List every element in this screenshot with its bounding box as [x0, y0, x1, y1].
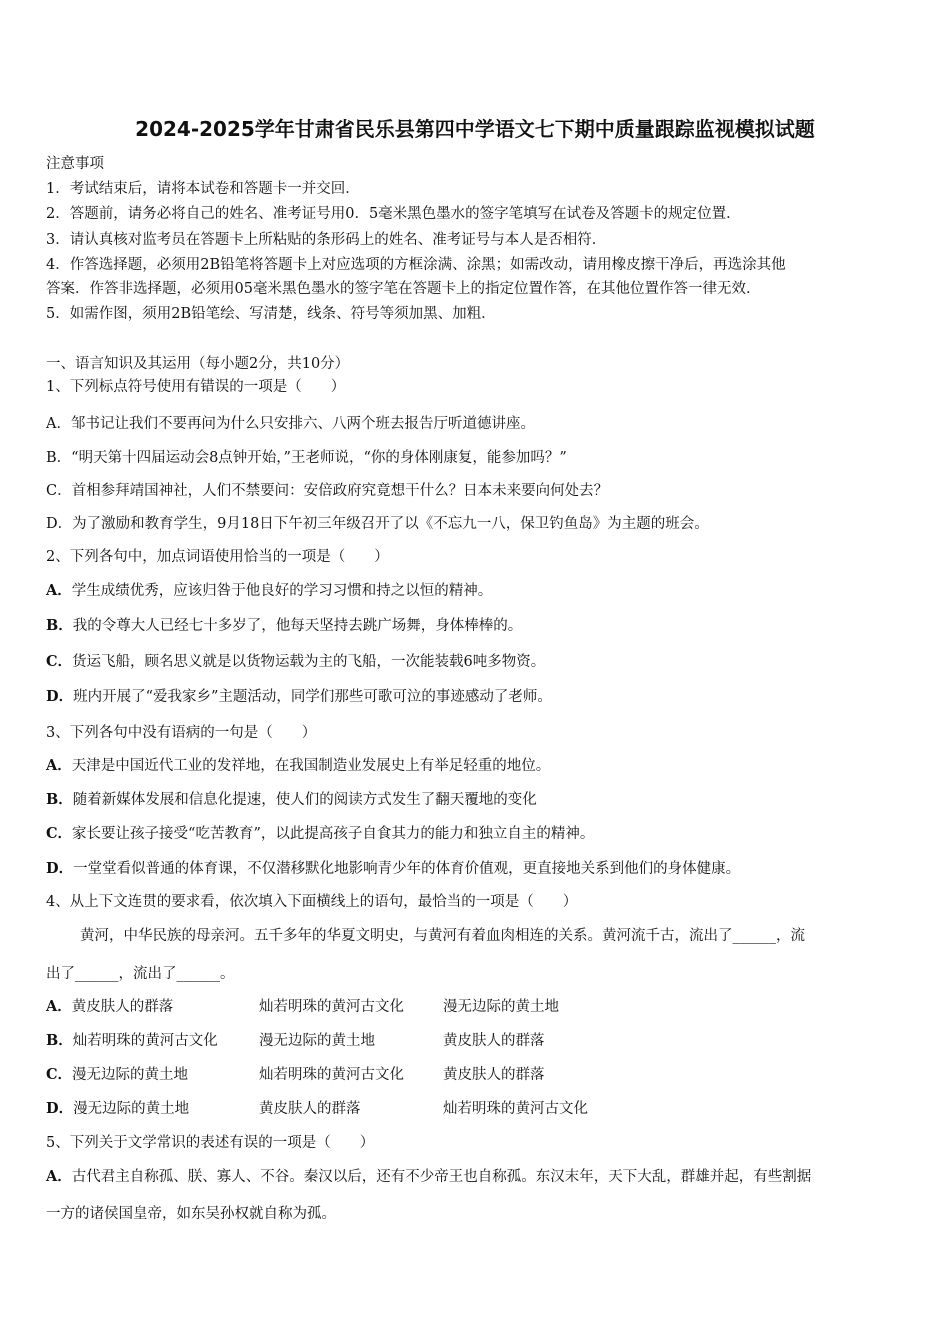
q1-option-b: B．“明天第十四届运动会8点钟开始，”王老师说，“你的身体刚康复，能参加吗？”	[46, 450, 567, 466]
q4-option-d-choice-2: 黄皮肤人的群落	[259, 1101, 361, 1117]
q4-stem: 4、从上下文连贯的要求看，依次填入下面横线上的语句，最恰当的一项是（ ）	[46, 894, 578, 910]
notice-item-1: 1．考试结束后，请将本试卷和答题卡一并交回．	[46, 181, 360, 197]
option-text: 家长要让孩子接受“吃苦教育”，以此提高孩子自食其力的能力和独立自主的精神。	[72, 826, 595, 842]
option-label: A．	[46, 1168, 72, 1185]
q3-option-a	[46, 754, 550, 775]
q4-option-d	[46, 1097, 189, 1118]
option-text: 古代君主自称孤、朕、寡人、不谷。秦汉以后，还有不少帝王也自称孤。东汉末年，天下大乱，群雄并起，有些割据	[71, 1169, 812, 1185]
option-label: C．	[46, 825, 73, 842]
option-text: 学生成绩优秀，应该归咎于他良好的学习习惯和持之以恒的精神。	[71, 583, 493, 599]
option-label: A．	[46, 582, 72, 599]
option-label: B．	[46, 1032, 73, 1049]
q4-option-c	[46, 1063, 188, 1084]
q3-option-b	[46, 788, 537, 809]
option-choice-1: 漫无边际的黄土地	[72, 1067, 189, 1083]
q1-option-a: A．邹书记让我们不要再问为什么只安排六、八两个班去报告厅听道德讲座。	[46, 416, 535, 432]
notice-item-4: 4．作答选择题，必须用2B铅笔将答题卡上对应选项的方框涂满、涂黑；如需改动，请用橡皮擦干净后，再选涂其他	[46, 257, 786, 273]
q3-option-d	[46, 857, 740, 878]
q4-option-b	[46, 1029, 218, 1050]
q4-option-c-choice-2: 灿若明珠的黄河古文化	[259, 1067, 404, 1083]
q1-stem: 1、下列标点符号使用有错误的一项是（ ）	[46, 379, 346, 395]
option-label: B．	[46, 617, 73, 634]
option-text: 随着新媒体发展和信息化提速，使人们的阅读方式发生了翻天覆地的变化	[72, 792, 537, 808]
q5-option-a	[46, 1165, 811, 1186]
option-choice-1: 黄皮肤人的群落	[71, 999, 174, 1015]
option-text: 班内开展了“爱我家乡”主题活动，同学们那些可歌可泣的事迹感动了老师。	[73, 689, 552, 705]
q4-option-c-choice-3: 黄皮肤人的群落	[443, 1067, 545, 1083]
q4-option-a	[46, 995, 173, 1016]
notice-heading: 注意事项	[46, 156, 104, 172]
q3-stem: 3、下列各句中没有语病的一句是（ ）	[46, 725, 317, 741]
option-label: A．	[46, 998, 72, 1015]
option-label: D．	[46, 1100, 74, 1117]
q4-option-a-choice-2: 灿若明珠的黄河古文化	[259, 999, 404, 1015]
option-choice-1: 漫无边际的黄土地	[73, 1101, 190, 1117]
q2-stem: 2、下列各句中，加点词语使用恰当的一项是（ ）	[46, 549, 389, 565]
option-text: 一堂堂看似普通的体育课，不仅潜移默化地影响青少年的体育价值观，更直接地关系到他们的身体健康。	[73, 861, 741, 877]
page-title: 2024-2025学年甘肃省民乐县第四中学语文七下期中质量跟踪监视模拟试题	[135, 117, 815, 141]
q4-option-a-choice-3: 漫无边际的黄土地	[443, 999, 559, 1015]
notice-item-5: 5．如需作图，须用2B铅笔绘、写清楚，线条、符号等须加黑、加粗．	[46, 306, 496, 322]
option-label: D．	[46, 860, 74, 877]
q2-option-d	[46, 685, 552, 706]
section-heading: 一、语言知识及其运用（每小题2分，共10分）	[46, 356, 350, 372]
option-text: 货运飞船，顾名思义就是以货物运载为主的飞船，一次能装载6吨多物资。	[72, 654, 546, 670]
option-text: 我的令尊大人已经七十多岁了，他每天坚持去跳广场舞，身体棒棒的。	[72, 618, 523, 634]
q4-passage-line-1: 黄河，中华民族的母亲河。五千多年的华夏文明史，与黄河有着血肉相连的关系。黄河流千古，流出了______，流	[80, 928, 805, 944]
option-label: C．	[46, 653, 73, 670]
option-choice-1: 灿若明珠的黄河古文化	[72, 1033, 218, 1049]
q5-option-a-cont: 一方的诸侯国皇帝，如东吴孙权就自称为孤。	[46, 1206, 336, 1222]
q1-option-d: D．为了激励和教育学生，9月18日下午初三年级召开了以《不忘九一八，保卫钓鱼岛》为主题的班会。	[46, 516, 709, 532]
option-text: 天津是中国近代工业的发祥地，在我国制造业发展史上有举足轻重的地位。	[71, 758, 551, 774]
q2-option-a	[46, 579, 492, 600]
option-label: A．	[46, 757, 72, 774]
q3-option-c	[46, 822, 594, 843]
notice-item-4-cont: 答案．作答非选择题，必须用05毫米黑色墨水的签字笔在答题卡上的指定位置作答，在其他位置作答一律无效．	[46, 281, 761, 297]
option-label: B．	[46, 791, 73, 808]
q4-option-b-choice-3: 黄皮肤人的群落	[443, 1033, 545, 1049]
notice-item-3: 3．请认真核对监考员在答题卡上所粘贴的条形码上的姓名、准考证号与本人是否相符．	[46, 232, 607, 248]
option-label: D．	[46, 688, 74, 705]
q4-passage-line-2: 出了______，流出了______。	[46, 966, 235, 982]
q5-stem: 5、下列关于文学常识的表述有误的一项是（ ）	[46, 1135, 375, 1151]
notice-item-2: 2．答题前，请务必将自己的姓名、准考证号用0．5毫米黑色墨水的签字笔填写在试卷及答题卡的规定位置．	[46, 206, 741, 222]
q4-option-d-choice-3: 灿若明珠的黄河古文化	[443, 1101, 588, 1117]
q4-option-b-choice-2: 漫无边际的黄土地	[259, 1033, 375, 1049]
q2-option-c	[46, 650, 545, 671]
option-label: C．	[46, 1066, 73, 1083]
q2-option-b	[46, 614, 522, 635]
q1-option-c: C．首相参拜靖国神社，人们不禁要问：安倍政府究竟想干什么？日本未来要向何处去？	[46, 483, 609, 499]
